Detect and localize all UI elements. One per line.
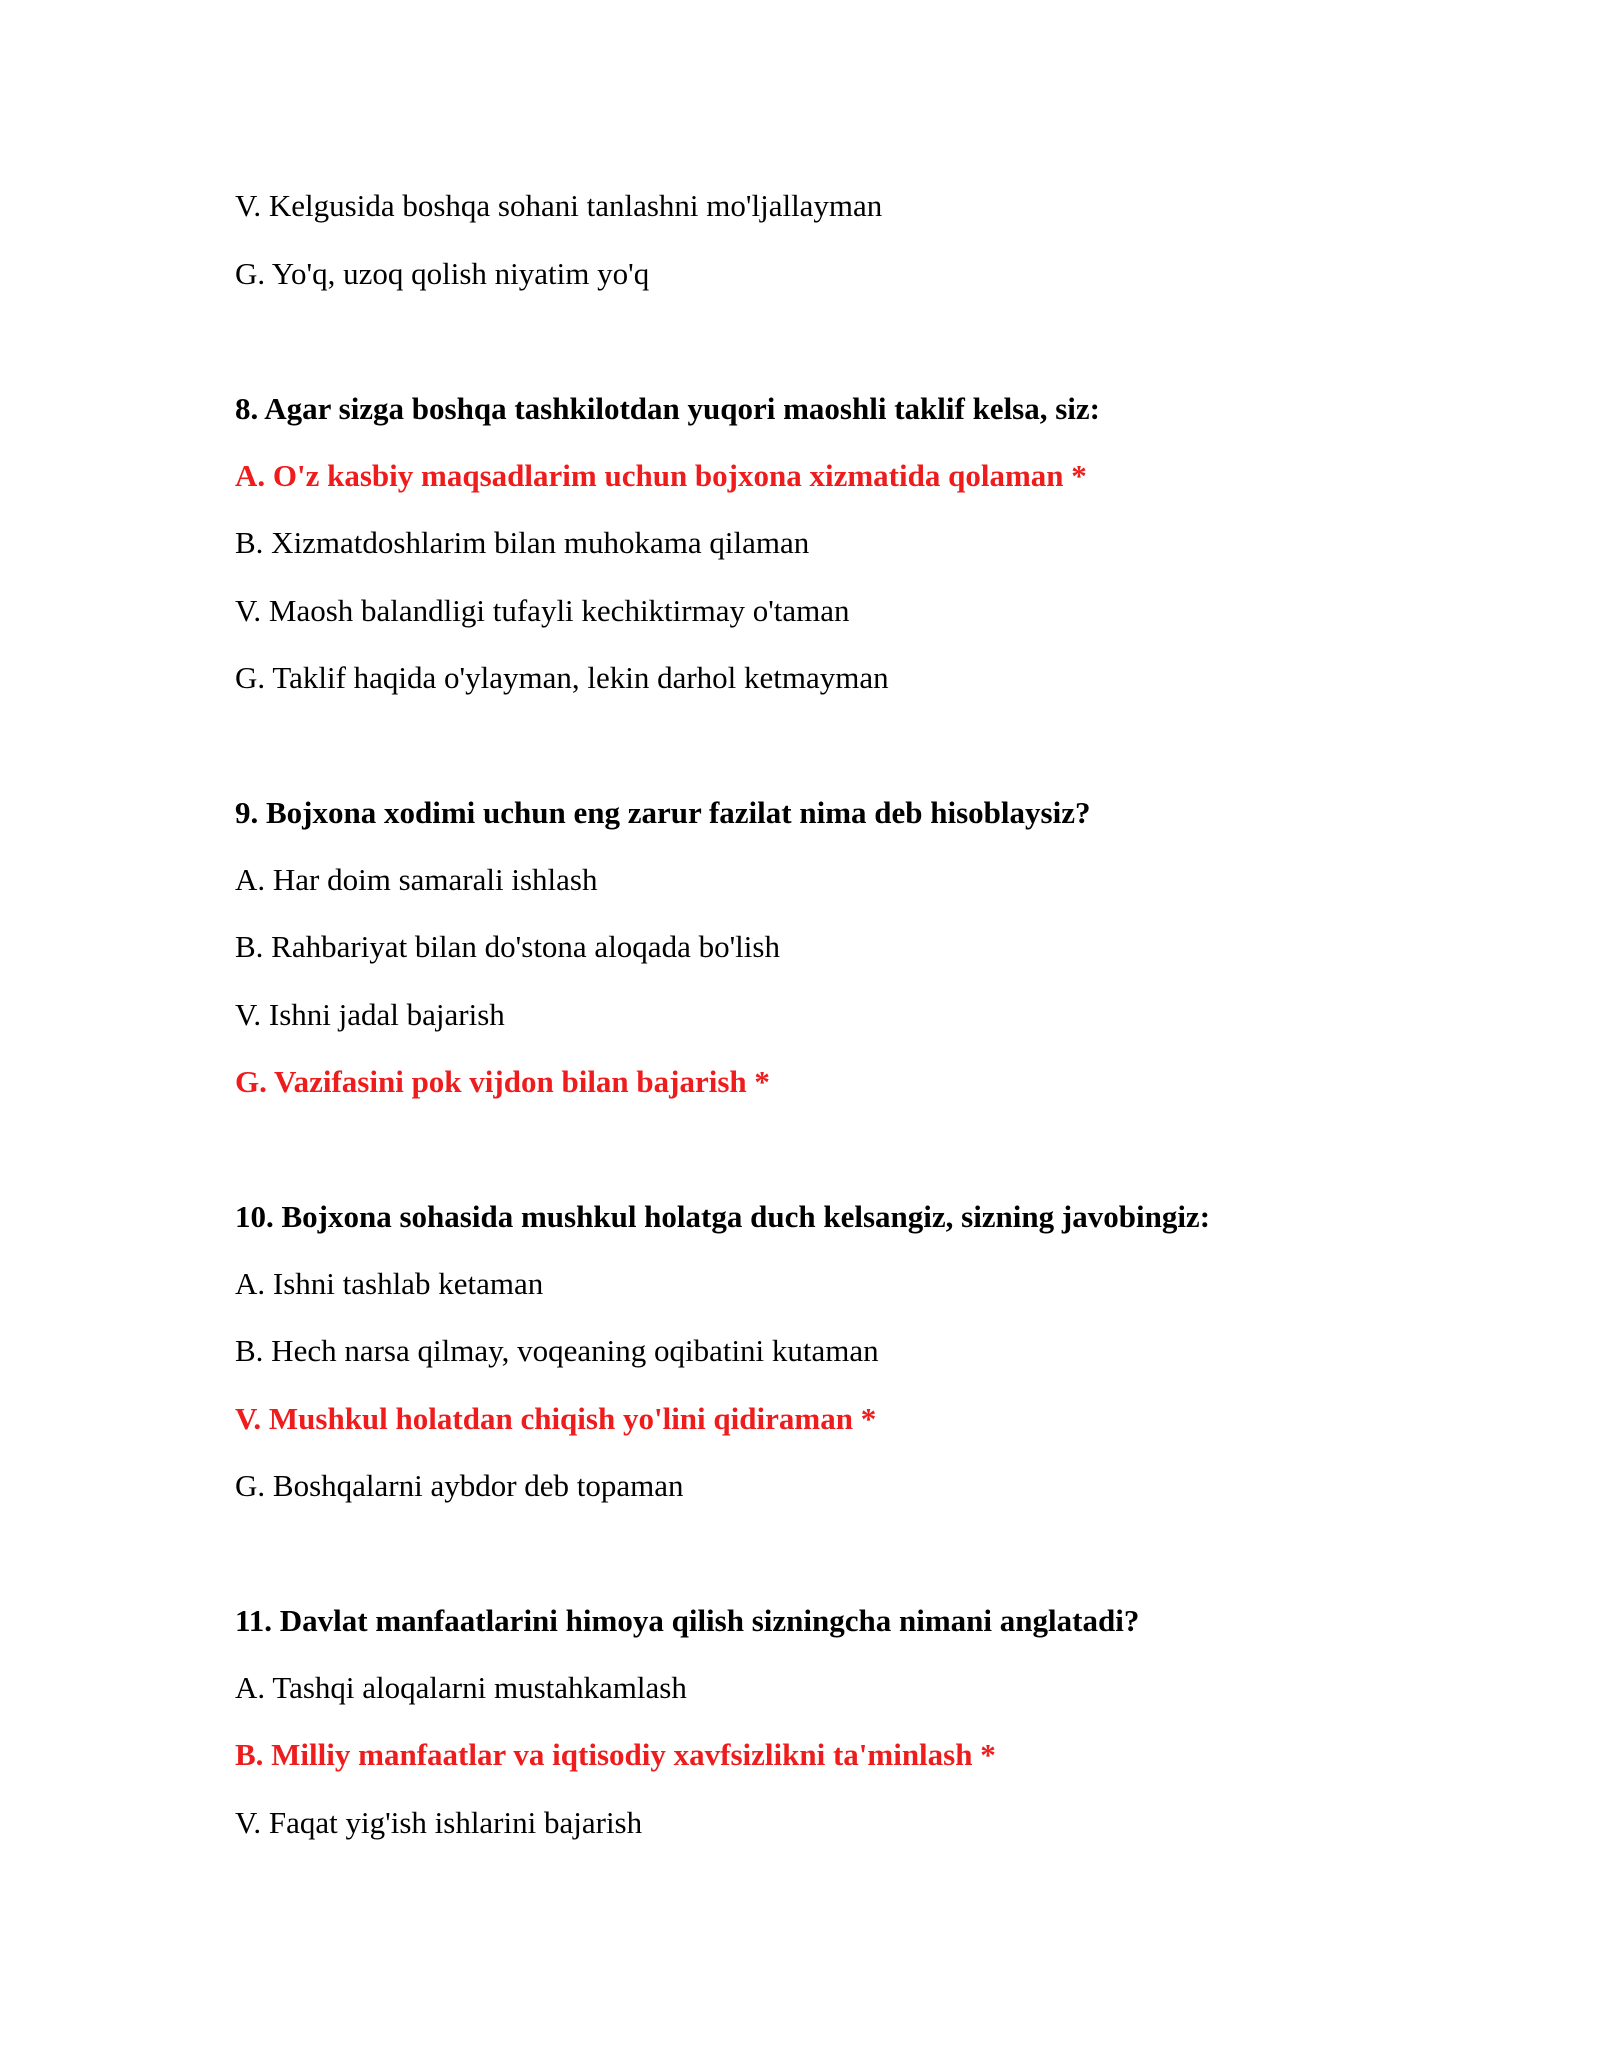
question-title: 10. Bojxona sohasida mushkul holatga duch kelsangiz, sizning javobingiz: [235,1199,1211,1234]
option-line: B. Rahbariyat bilan do'stona aloqada bo'lish [235,929,780,964]
option-line: V. Kelgusida boshqa sohani tanlashni mo'ljallayman [235,188,883,223]
question-title: 11. Davlat manfaatlarini himoya qilish sizningcha nimani anglatadi? [235,1603,1140,1638]
option-line-correct: G. Vazifasini pok vijdon bilan bajarish * [235,1064,770,1099]
question-title: 8. Agar sizga boshqa tashkilotdan yuqori maoshli taklif kelsa, siz: [235,391,1101,426]
option-line: V. Ishni jadal bajarish [235,997,505,1032]
option-line: V. Maosh balandligi tufayli kechiktirmay o'taman [235,593,850,628]
option-line: V. Faqat yig'ish ishlarini bajarish [235,1805,643,1840]
question-title: 9. Bojxona xodimi uchun eng zarur fazilat nima deb hisoblaysiz? [235,795,1091,830]
option-line: G. Yo'q, uzoq qolish niyatim yo'q [235,256,650,291]
option-line: G. Taklif haqida o'ylayman, lekin darhol ketmayman [235,660,889,695]
option-line-correct: B. Milliy manfaatlar va iqtisodiy xavfsizlikni ta'minlash * [235,1737,996,1772]
option-line-correct: V. Mushkul holatdan chiqish yo'lini qidiraman * [235,1401,877,1436]
option-line: B. Hech narsa qilmay, voqeaning oqibatini kutaman [235,1333,879,1368]
option-line: A. Har doim samarali ishlash [235,862,598,897]
option-line: A. Tashqi aloqalarni mustahkamlash [235,1670,687,1705]
option-line: G. Boshqalarni aybdor deb topaman [235,1468,684,1503]
option-line-correct: A. O'z kasbiy maqsadlarim uchun bojxona xizmatida qolaman * [235,458,1087,493]
option-line: A. Ishni tashlab ketaman [235,1266,544,1301]
option-line: B. Xizmatdoshlarim bilan muhokama qilaman [235,525,810,560]
